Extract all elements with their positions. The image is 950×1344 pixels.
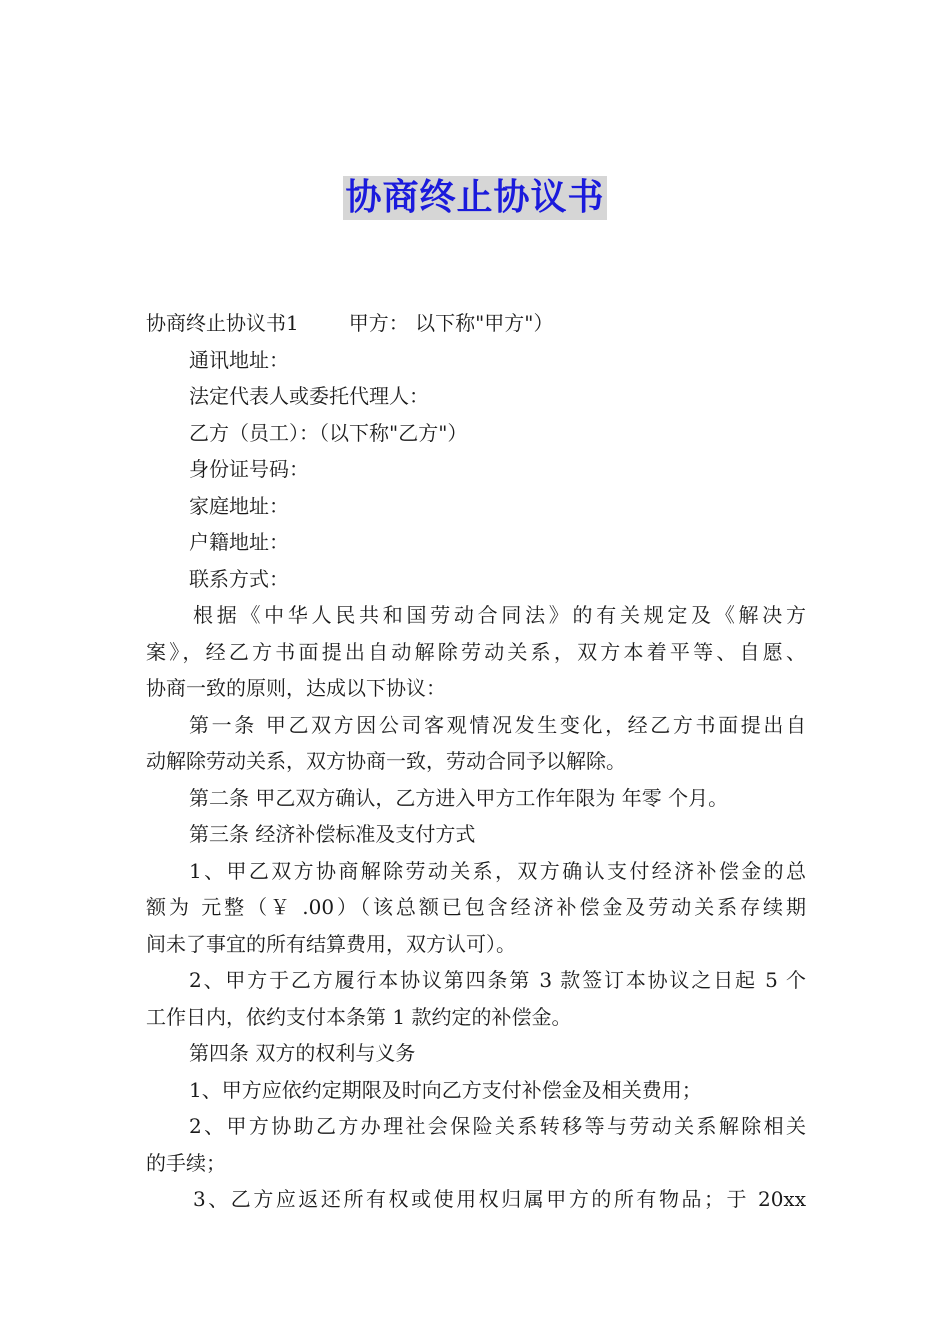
article-3-item-1: 额为 元整（￥ .00）（该总额已包含经济补偿金及劳动关系存续期 (146, 895, 806, 919)
article-3-item-1: 间未了事宜的所有结算费用，双方认可）。 (146, 931, 516, 956)
article-4-item-1: 1、甲方应依约定期限及时向乙方支付补偿金及相关费用； (189, 1077, 702, 1102)
line-header (146, 305, 806, 342)
field-party-b: 乙方（员工）：（以下称"乙方"） (189, 420, 468, 445)
field-contact: 联系方式： (189, 566, 289, 591)
field-household-address: 户籍地址： (189, 530, 289, 554)
document-body (146, 305, 806, 1218)
article-4-item-2: 的手续； (146, 1150, 226, 1175)
doc-heading-ref: 协商终止协议书1 (146, 311, 299, 335)
article-3-item-1: 1、甲乙双方协商解除劳动关系，双方确认支付经济补偿金的总 (189, 858, 806, 883)
article-1-line: 第一条 甲乙双方因公司客观情况发生变化，经乙方书面提出自 (189, 712, 806, 737)
party-a-label: 甲方： 以下称"甲方"） (348, 311, 554, 335)
paragraph-line: 案》，经乙方书面提出自动解除劳动关系，双方本着平等、自愿、 (146, 639, 806, 664)
paragraph-line: 根据《中华人民共和国劳动合同法》的有关规定及《解决方 (193, 603, 806, 627)
field-home-address: 家庭地址： (189, 493, 289, 518)
article-4-item-3: 3、乙方应返还所有权或使用权归属甲方的所有物品；于 20xx (193, 1187, 806, 1211)
field-legal-rep: 法定代表人或委托代理人： (189, 384, 429, 408)
document-title: 协商终止协议书 (345, 177, 605, 218)
title-container (0, 176, 950, 220)
article-4-item-2: 2、甲方协助乙方办理社会保险关系转移等与劳动关系解除相关 (189, 1114, 806, 1138)
article-3-item-2: 工作日内，依约支付本条第 1 款约定的补偿金。 (146, 1004, 572, 1029)
article-3-item-2: 2、甲方于乙方履行本协议第四条第 3 款签订本协议之日起 5 个 (189, 968, 806, 992)
article-4-heading: 第四条 双方的权利与义务 (189, 1041, 416, 1065)
article-2-line: 第二条 甲乙双方确认，乙方进入甲方工作年限为 年零 个月。 (189, 785, 729, 810)
article-3-heading: 第三条 经济补偿标准及支付方式 (189, 822, 476, 846)
field-id-number: 身份证号码： (189, 457, 309, 481)
paragraph-line: 协商一致的原则，达成以下协议： (146, 676, 446, 700)
field-address: 通讯地址： (189, 347, 289, 372)
article-1-line: 动解除劳动关系，双方协商一致，劳动合同予以解除。 (146, 749, 626, 773)
